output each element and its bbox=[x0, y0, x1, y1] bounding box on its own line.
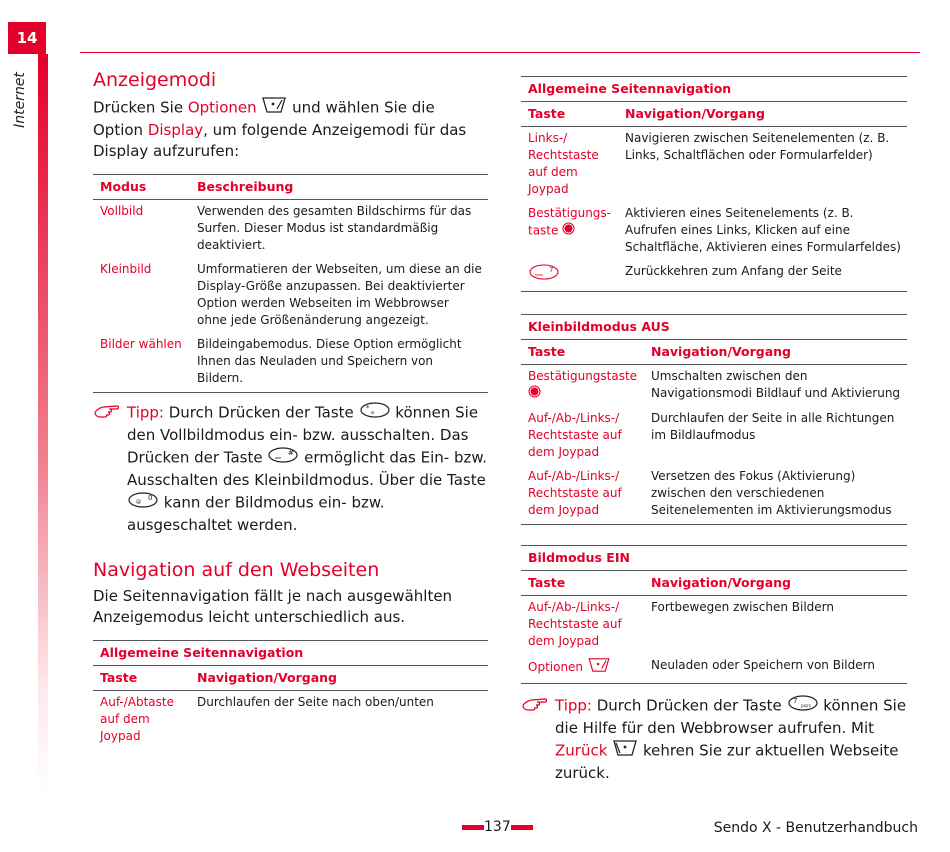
key-name: Links-/ Rechtstaste auf dem Joypad bbox=[528, 131, 599, 196]
svg-text:0: 0 bbox=[148, 494, 153, 502]
mode-description: Bildeingabemodus. Diese Option ermöglicht Ihnen das Neuladen und Speichern von Bildern. bbox=[190, 333, 488, 393]
key-action: Versetzen des Fokus (Aktivierung) zwischen den verschiedenen Seitenelementen im Aktivierungsmodus bbox=[644, 465, 907, 525]
pointing-hand-icon bbox=[93, 401, 121, 425]
table-row bbox=[521, 202, 907, 260]
small-mode-table bbox=[521, 314, 907, 525]
softkey-icon bbox=[612, 739, 638, 763]
display-modes-table bbox=[93, 174, 488, 393]
key-action: Fortbewegen zwischen Bildern bbox=[651, 600, 835, 614]
right-column bbox=[521, 68, 907, 784]
mode-name: Kleinbild bbox=[100, 262, 152, 276]
display-tip: Tipp: Durch Drücken der Taste * a können Sie den Vollbildmodus ein- bzw. ausschalten. Das Drücken der Taste # ermöglicht das Ein- bzw. Ausschalten des Kleinbildmodus. Über die Taste @ 0 kann der Bildmodus ein- bzw. ausgeschaltet werden. bbox=[93, 401, 488, 536]
table-title: Allgemeine Seitennavigation bbox=[521, 77, 907, 102]
svg-text:pqrs: pqrs bbox=[800, 704, 811, 709]
footer-title: Sendo X - Benutzerhandbuch bbox=[713, 820, 918, 836]
chapter-number: 14 bbox=[8, 22, 46, 54]
svg-text:7: 7 bbox=[792, 697, 797, 705]
mode-description: Umformatieren der Webseiten, um diese an die Display-Größe anzupassen. Bei deaktivierter Option werden Webseiten im Webbrowser ohne jede Größenänderung angezeigt. bbox=[197, 262, 482, 327]
chapter-label: Internet bbox=[12, 72, 28, 128]
column-header-key: Taste bbox=[93, 666, 190, 691]
svg-text:a: a bbox=[370, 410, 374, 416]
column-header-key: Taste bbox=[521, 340, 644, 365]
page-number: 137 bbox=[462, 819, 533, 835]
key-name: Bestätigungstaste bbox=[521, 365, 644, 408]
table-title: Allgemeine Seitennavigation bbox=[93, 641, 488, 666]
side-gradient-bar bbox=[38, 54, 48, 794]
tip-label: Tipp: bbox=[555, 696, 592, 715]
display-modes-intro: Drücken Sie Optionen und wählen Sie die Option Display, um folgende Anzeigemodi für das Display aufzurufen: bbox=[93, 96, 488, 162]
column-header-action: Navigation/Vorgang bbox=[190, 666, 488, 691]
column-header-mode: Modus bbox=[93, 175, 190, 200]
seven-key-icon bbox=[787, 694, 819, 718]
confirm-key-icon bbox=[562, 222, 575, 240]
key-action: Navigieren zwischen Seitenelementen (z. B. Links, Schaltflächen oder Formularfelder) bbox=[625, 131, 890, 162]
table-row bbox=[521, 596, 907, 655]
confirm-key-icon bbox=[528, 385, 541, 403]
help-tip: Tipp: Durch Drücken der Taste 7 pqrs können Sie die Hilfe für den Webbrowser aufrufen. Mit Zurück kehren Sie zur aktuellen Webseite zurück. bbox=[521, 694, 907, 784]
key-action: Aktivieren eines Seitenelements (z. B. Aufrufen eines Links, Klicken auf eine Schaltfläche, Aktivieren eines Formularfeldes) bbox=[625, 206, 901, 254]
hash-key-icon bbox=[267, 446, 299, 470]
table-row bbox=[93, 200, 488, 259]
key-name: Auf-/Ab-/Links-/ Rechtstaste auf dem Joypad bbox=[521, 465, 644, 525]
seven-key-icon bbox=[528, 263, 560, 286]
column-header-action: Navigation/Vorgang bbox=[644, 340, 907, 365]
key-name: Auf-/Ab-/Links-/ Rechtstaste auf dem Joypad bbox=[528, 600, 622, 648]
table-title: Bildmodus EIN bbox=[521, 546, 907, 571]
table-row bbox=[521, 127, 907, 203]
mode-name: Vollbild bbox=[100, 204, 144, 218]
table-row bbox=[93, 691, 488, 750]
key-name: Bestätigungs- taste bbox=[521, 202, 618, 260]
image-mode-table bbox=[521, 545, 907, 684]
table-row bbox=[93, 333, 488, 393]
key-action: Durchlaufen der Seite nach oben/unten bbox=[197, 695, 434, 709]
table-row bbox=[521, 654, 907, 684]
key-action: Neuladen oder Speichern von Bildern bbox=[644, 654, 907, 684]
table-title: Kleinbildmodus AUS bbox=[521, 315, 907, 340]
table-row bbox=[93, 258, 488, 333]
column-header-description: Beschreibung bbox=[190, 175, 488, 200]
key-name bbox=[521, 260, 618, 292]
mode-description: Verwenden des gesamten Bildschirms für das Surfen. Dieser Modus ist standardmäßig deaktiviert. bbox=[197, 204, 472, 252]
column-header-action: Navigation/Vorgang bbox=[644, 571, 907, 596]
column-header-key: Taste bbox=[521, 102, 618, 127]
softkey-icon bbox=[587, 657, 611, 678]
zero-key-icon bbox=[127, 491, 159, 515]
svg-text:#: # bbox=[288, 449, 295, 457]
options-link: Optionen bbox=[187, 98, 257, 117]
table-row bbox=[521, 365, 907, 408]
table-row bbox=[521, 260, 907, 292]
key-name: Optionen bbox=[521, 654, 644, 684]
display-modes-heading: Anzeigemodi bbox=[93, 69, 217, 91]
column-header-key: Taste bbox=[521, 571, 644, 596]
svg-text:@: @ bbox=[136, 499, 141, 505]
svg-text:*: * bbox=[365, 404, 370, 412]
general-navigation-table-left bbox=[93, 640, 488, 749]
back-link: Zurück bbox=[555, 741, 608, 760]
key-name: Auf-/Ab-/Links-/ Rechtstaste auf dem Joypad bbox=[528, 411, 622, 459]
column-header-action: Navigation/Vorgang bbox=[618, 102, 907, 127]
tip-label: Tipp: bbox=[127, 403, 164, 422]
key-action: Umschalten zwischen den Navigationsmodi Bildlauf und Aktivierung bbox=[651, 369, 901, 400]
mode-name: Bilder wählen bbox=[93, 333, 190, 393]
table-row bbox=[521, 407, 907, 465]
key-action: Zurückkehren zum Anfang der Seite bbox=[618, 260, 907, 292]
general-navigation-table bbox=[521, 76, 907, 292]
pointing-hand-icon bbox=[521, 694, 549, 718]
svg-text:7: 7 bbox=[549, 266, 554, 274]
table-row bbox=[521, 465, 907, 525]
top-rule bbox=[80, 52, 920, 53]
navigation-intro: Die Seitennavigation fällt je nach ausgewählten Anzeigemodus leicht unterschiedlich aus. bbox=[93, 587, 453, 626]
left-column bbox=[93, 68, 488, 749]
navigation-heading: Navigation auf den Webseiten bbox=[93, 559, 380, 581]
key-name: Auf-/Abtaste auf dem Joypad bbox=[100, 695, 174, 743]
key-action: Durchlaufen der Seite in alle Richtungen im Bildlaufmodus bbox=[651, 411, 895, 442]
star-key-icon bbox=[359, 401, 391, 425]
display-link: Display bbox=[147, 121, 204, 139]
softkey-icon bbox=[261, 96, 287, 120]
